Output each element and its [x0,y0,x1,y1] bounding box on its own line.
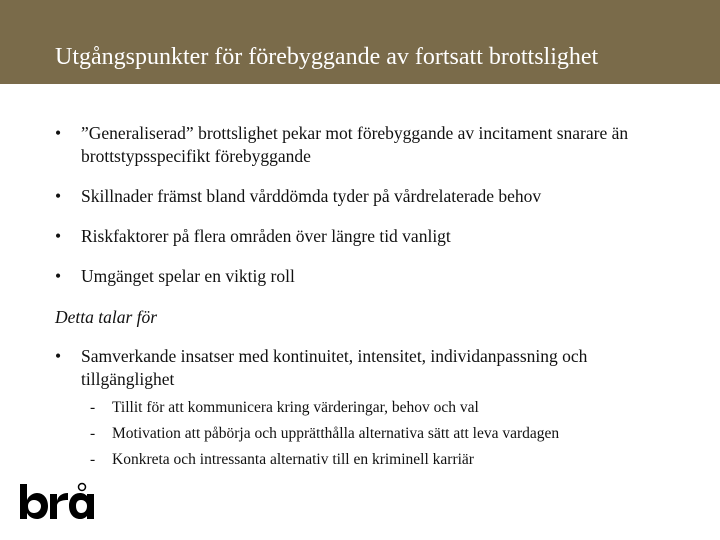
bullet-icon: • [55,186,62,206]
sub-item-text: Konkreta och intressanta alternativ till en kriminell karriär [112,451,474,468]
dash-icon: - [90,451,96,468]
sub-item-text: Tillit för att kommunicera kring värderingar, behov och val [112,399,479,416]
bullet-text: Skillnader främst bland vårddömda tyder på vårdrelaterade behov [81,186,542,206]
slide-title: Utgångspunkter för förebyggande av fortsatt brottslighet [55,44,599,70]
bra-logo-icon [18,482,98,522]
title-bar [0,0,720,84]
bullet-icon: • [55,266,62,286]
bullet-text: ”Generaliserad” brottslighet pekar mot förebyggande av incitament snarare än brottstypsspecifikt förebyggande [81,123,629,166]
bullet-icon: • [55,123,62,143]
bullet-text: Riskfaktorer på flera områden över längre tid vanligt [81,226,451,246]
dash-icon: - [90,425,96,442]
dash-icon: - [90,399,96,416]
bullet-icon: • [55,226,62,246]
bullet-text: Samverkande insatser med kontinuitet, intensitet, individanpassning och tillgänglighet [81,346,588,389]
sub-item-text: Motivation att påbörja och upprätthålla alternativa sätt att leva vardagen [112,425,560,442]
bullet-text: Umgänget spelar en viktig roll [81,266,295,286]
section-subheading: Detta talar för [55,307,158,327]
bullet-icon: • [55,346,62,366]
